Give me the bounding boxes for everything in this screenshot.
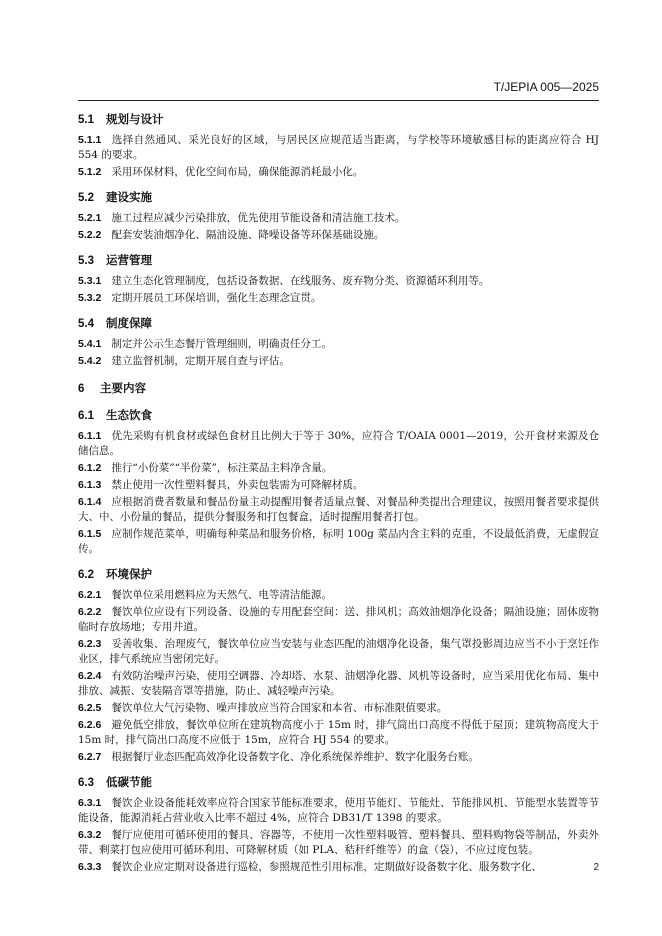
clause-number: 6.1.5 — [78, 528, 102, 540]
clause-number: 6.2.2 — [78, 606, 102, 618]
section-title: 制度保障 — [106, 318, 152, 330]
clause-5-3-1 — [78, 274, 599, 289]
section-heading-5-2 — [78, 190, 599, 207]
clause-6-3-1 — [78, 796, 599, 826]
clause-text: 根据餐厅业态匹配高效净化设备数字化、净化系统保养维护、数字化服务台账。 — [111, 751, 479, 763]
clause-number: 6.2.7 — [78, 751, 102, 763]
section-number: 6.2 — [78, 569, 94, 581]
document-body — [78, 112, 599, 877]
clause-6-2-6 — [78, 718, 599, 748]
chapter-number: 6 — [78, 383, 85, 395]
clause-text: 餐饮单位大气污染物、噪声排放应当符合国家和本省、市标准限值要求。 — [111, 702, 448, 714]
clause-6-3-2 — [78, 828, 599, 858]
clause-5-4-1 — [78, 337, 599, 352]
clause-text: 推行“小份菜”“半份菜”，标注菜品主料净含量。 — [111, 462, 333, 474]
clause-text: 有效防治噪声污染，使用空调器、冷却塔、水泵、油烟净化器、风机等设备时，应当采用优化布局、集中排放、减振、安装隔音罩等措施，防止、减轻噪声污染。 — [78, 670, 599, 697]
clause-6-2-4 — [78, 669, 599, 699]
clause-6-2-5 — [78, 701, 599, 716]
chapter-heading-6 — [78, 381, 599, 398]
clause-text: 选择自然通风、采光良好的区域，与居民区应规范适当距离，与学校等环境敏感目标的距离应符合 HJ 554 的要求。 — [78, 134, 599, 161]
section-number: 5.1 — [78, 114, 94, 126]
document-code: T/JEPIA 005—2025 — [493, 80, 599, 94]
clause-6-1-1 — [78, 429, 599, 459]
section-heading-5-4 — [78, 316, 599, 333]
section-number: 6.1 — [78, 410, 94, 422]
section-title: 运营管理 — [106, 255, 152, 267]
section-title: 建设实施 — [106, 192, 152, 204]
clause-number: 6.2.4 — [78, 670, 102, 682]
clause-number: 5.4.1 — [78, 338, 102, 350]
clause-text: 定期开展员工环保培训，强化生态理念宣贯。 — [111, 292, 322, 304]
section-heading-6-3 — [78, 775, 599, 792]
clause-number: 6.1.3 — [78, 479, 102, 491]
clause-5-1-2 — [78, 165, 599, 180]
clause-text: 妥善收集、治理废气，餐饮单位应当安装与业态匹配的油烟净化设备，集气罩投影周边应当不小于烹饪作业区，排气系统应当密闭完好。 — [78, 638, 599, 665]
clause-text: 禁止使用一次性塑料餐具，外卖包装需为可降解材质。 — [111, 479, 364, 491]
clause-text: 餐饮单位应设有下列设备、设施的专用配套空间：送、排风机；高效油烟净化设备；隔油设施；固体废物临时存放场地；专用井道。 — [78, 606, 599, 633]
clause-text: 施工过程应减少污染排放，优先使用节能设备和清洁施工技术。 — [111, 212, 406, 224]
clause-number: 6.2.1 — [78, 589, 102, 601]
clause-number: 5.1.1 — [78, 134, 102, 146]
clause-text: 应根据消费者数量和餐品份量主动提醒用餐者适量点餐、对餐品种类提出合理建议，按照用餐者要求提供大、中、小份量的餐品，提供分餐服务和打包餐盒，适时提醒用餐者打包。 — [78, 496, 599, 523]
clause-5-4-2 — [78, 354, 599, 369]
section-heading-5-3 — [78, 253, 599, 270]
section-number: 5.2 — [78, 192, 94, 204]
clause-5-3-2 — [78, 291, 599, 306]
clause-number: 5.3.2 — [78, 292, 102, 304]
section-number: 5.4 — [78, 318, 94, 330]
clause-5-2-1 — [78, 211, 599, 226]
clause-text: 采用环保材料，优化空间布局，确保能源消耗最小化。 — [111, 166, 364, 178]
clause-number: 6.2.5 — [78, 702, 102, 714]
section-title: 低碳节能 — [106, 777, 152, 789]
clause-text: 餐饮企业设备能耗效率应符合国家节能标准要求，使用节能灯、节能灶、节能排风机、节能型水装置等节能设备，能源消耗占营业收入比率不超过 4%，应符合 DB31/T 1398 的要求。 — [78, 797, 599, 824]
section-heading-5-1 — [78, 112, 599, 129]
clause-number: 5.4.2 — [78, 355, 102, 367]
clause-number: 6.1.4 — [78, 496, 102, 508]
clause-6-2-1 — [78, 588, 599, 603]
clause-number: 6.1.1 — [78, 430, 102, 442]
clause-6-1-5 — [78, 527, 599, 557]
clause-text: 避免低空排放，餐饮单位所在建筑物高度小于 15m 时，排气筒出口高度不得低于屋顶；建筑物高度大于 15m 时，排气筒出口高度不应低于 15m，应符合 HJ 554 的要求。 — [78, 719, 599, 746]
section-number: 5.3 — [78, 255, 94, 267]
clause-6-3-3 — [78, 860, 599, 875]
clause-text: 餐饮企业应定期对设备进行巡检，参照规范性引用标准，定期做好设备数字化、服务数字化、 — [111, 861, 542, 873]
clause-number: 5.2.2 — [78, 229, 102, 241]
section-number: 6.3 — [78, 777, 94, 789]
clause-5-1-1 — [78, 133, 599, 163]
header-rule — [78, 100, 599, 101]
clause-number: 6.1.2 — [78, 462, 102, 474]
section-title: 规划与设计 — [106, 114, 164, 126]
clause-text: 优先采购有机食材或绿色食材且比例大于等于 30%，应符合 T/OAIA 0001—2019，公开食材来源及仓储信息。 — [78, 430, 599, 457]
clause-5-2-2 — [78, 228, 599, 243]
clause-6-2-7 — [78, 750, 599, 765]
clause-number: 5.2.1 — [78, 212, 102, 224]
clause-text: 餐厅应使用可循环使用的餐具、容器等，不使用一次性塑料吸管、塑料餐具、塑料购物袋等制品，外卖外带、剩菜打包应使用可循环利用、可降解材质（如 PLA、秸秆纤维等）的盒（袋），不应过度包装。 — [78, 829, 599, 856]
clause-number: 6.3.3 — [78, 861, 102, 873]
clause-6-1-3 — [78, 478, 599, 493]
clause-6-2-2 — [78, 605, 599, 635]
section-title: 生态饮食 — [106, 410, 152, 422]
section-title: 环境保护 — [106, 569, 152, 581]
clause-text: 建立生态化管理制度，包括设备数据、在线服务、废弃物分类、资源循环利用等。 — [111, 275, 490, 287]
clause-number: 6.3.1 — [78, 797, 102, 809]
clause-number: 6.3.2 — [78, 829, 102, 841]
clause-text: 建立监督机制，定期开展自查与评估。 — [111, 355, 290, 367]
clause-number: 6.2.6 — [78, 719, 102, 731]
clause-number: 6.2.3 — [78, 638, 102, 650]
clause-text: 制定并公示生态餐厅管理细则，明确责任分工。 — [111, 338, 332, 350]
clause-text: 应制作规范菜单，明确每种菜品和服务价格，标明 100g 菜品内含主料的克重，不设最低消费，无虚假宣传。 — [78, 528, 599, 555]
clause-6-1-2 — [78, 461, 599, 476]
clause-6-1-4 — [78, 495, 599, 525]
clause-number: 5.1.2 — [78, 166, 102, 178]
section-heading-6-2 — [78, 567, 599, 584]
chapter-title: 主要内容 — [100, 383, 146, 395]
clause-text: 餐饮单位采用燃料应为天然气、电等清洁能源。 — [111, 589, 332, 601]
clause-6-2-3 — [78, 637, 599, 667]
section-heading-6-1 — [78, 408, 599, 425]
page-number: 2 — [593, 862, 599, 873]
clause-number: 5.3.1 — [78, 275, 102, 287]
clause-text: 配套安装油烟净化、隔油设施、降噪设备等环保基础设施。 — [111, 229, 385, 241]
